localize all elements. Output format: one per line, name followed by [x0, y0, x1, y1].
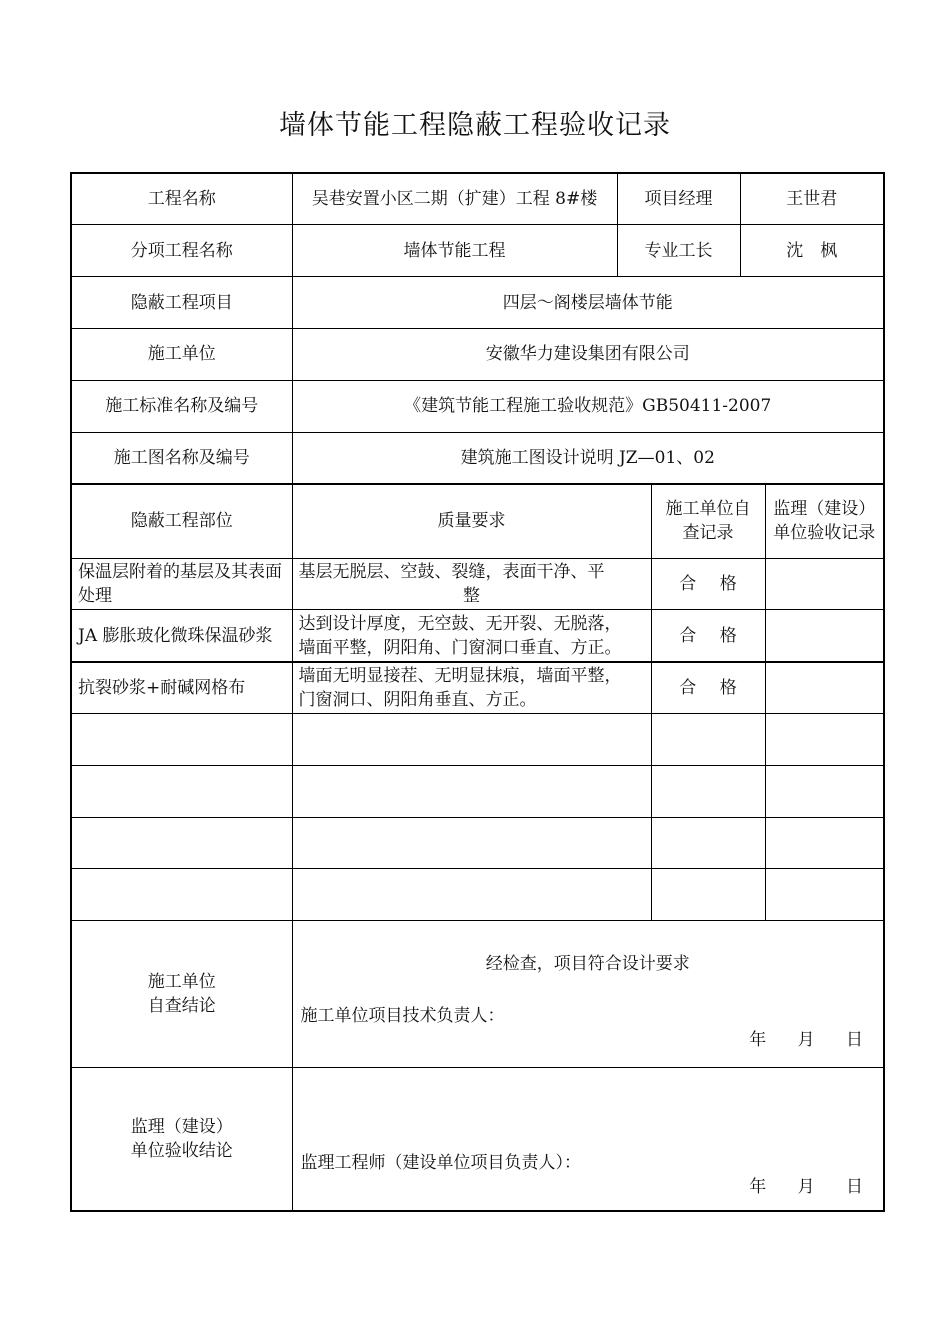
row-result-char: 合 [679, 625, 697, 646]
page-title: 墙体节能工程隐蔽工程验收记录 [279, 110, 671, 141]
self-conclusion-label-line: 自查结论 [147, 995, 216, 1016]
row-self-check [651, 558, 765, 610]
empty-cell [292, 713, 651, 765]
empty-cell [651, 817, 765, 869]
empty-cell [651, 765, 765, 817]
empty-cell [71, 765, 292, 817]
self-conclusion-row [71, 921, 884, 1067]
location-header: 隐蔽工程部位 [71, 484, 292, 558]
hidden-item-label: 隐蔽工程项目 [71, 277, 292, 329]
drawing-label: 施工图名称及编号 [71, 432, 292, 484]
empty-cell [765, 817, 884, 869]
inspection-row [71, 558, 884, 610]
self-conclusion-statement: 经检查，项目符合设计要求 [485, 954, 690, 975]
empty-cell [292, 765, 651, 817]
subproject-label: 分项工程名称 [71, 225, 292, 277]
row-result-char: 格 [719, 677, 737, 698]
project-name-row [71, 173, 884, 225]
empty-cell [651, 713, 765, 765]
project-name-value: 吴巷安置小区二期（扩建）工程 8#楼 [292, 173, 617, 225]
standard-row [71, 380, 884, 432]
drawing-row [71, 432, 884, 484]
inspection-header-row [71, 484, 884, 558]
empty-cell [71, 713, 292, 765]
supervision-conclusion-signer: 监理工程师（建设单位项目负责人）： [300, 1152, 581, 1173]
self-check-header: 施工单位自查记录 [651, 484, 765, 558]
empty-row [71, 765, 884, 817]
row-result-char: 格 [719, 625, 737, 646]
quality-header: 质量要求 [292, 484, 651, 558]
project-name-label: 工程名称 [71, 173, 292, 225]
inspection-row [71, 610, 884, 662]
supervision-conclusion-row [71, 1067, 884, 1211]
empty-row [71, 869, 884, 921]
standard-value: 《建筑节能工程施工验收规范》GB50411-2007 [292, 380, 884, 432]
row-result-char: 格 [719, 573, 737, 594]
empty-row [71, 713, 884, 765]
row-quality-line: 基层无脱层、空鼓、裂缝，表面干净、平 [298, 561, 605, 582]
row-quality-line: 墙面平整，阴阳角、门窗洞口垂直、方正。 [298, 637, 622, 658]
self-conclusion-label [71, 921, 292, 1067]
row-quality-line: 门窗洞口、阴阳角垂直、方正。 [298, 689, 537, 710]
supervision-conclusion-label-line: 单位验收结论 [130, 1140, 233, 1161]
row-supervision [765, 558, 884, 610]
row-supervision [765, 662, 884, 714]
empty-cell [765, 765, 884, 817]
drawing-value: 建筑施工图设计说明 JZ—01、02 [292, 432, 884, 484]
hidden-item-value: 四层～阁楼层墙体节能 [292, 277, 884, 329]
foreman-label: 专业工长 [617, 225, 740, 277]
date-month: 月 [797, 1030, 815, 1051]
subproject-row [71, 225, 884, 277]
date-year: 年 [749, 1176, 767, 1197]
date-day: 日 [846, 1030, 863, 1051]
row-quality-line: 达到设计厚度，无空鼓、无开裂、无脱落， [298, 613, 622, 634]
supervision-conclusion-content [292, 1067, 884, 1211]
row-quality [292, 662, 651, 714]
foreman-value: 沈 枫 [740, 225, 884, 277]
supervision-header: 监理（建设）单位验收记录 [765, 484, 884, 558]
row-location: 抗裂砂浆+耐碱网格布 [71, 662, 292, 714]
self-conclusion-signer: 施工单位项目技术负责人： [300, 1006, 505, 1027]
hidden-item-row [71, 277, 884, 329]
contractor-label: 施工单位 [71, 328, 292, 380]
date-year: 年 [749, 1030, 767, 1051]
row-result-char: 合 [679, 573, 697, 594]
empty-cell [292, 869, 651, 921]
supervision-conclusion-label-line: 监理（建设） [130, 1116, 233, 1137]
inspection-row [71, 662, 884, 714]
empty-cell [651, 869, 765, 921]
contractor-value: 安徽华力建设集团有限公司 [292, 328, 884, 380]
row-quality-line: 整 [463, 585, 480, 606]
empty-cell [765, 713, 884, 765]
row-location: JA 膨胀玻化微珠保温砂浆 [71, 610, 292, 662]
row-self-check [651, 610, 765, 662]
date-day: 日 [846, 1176, 863, 1197]
subproject-value: 墙体节能工程 [292, 225, 617, 277]
row-quality-line: 墙面无明显接茬、无明显抹痕，墙面平整， [298, 665, 622, 686]
contractor-row [71, 328, 884, 380]
supervision-conclusion-date [723, 1175, 863, 1199]
manager-label: 项目经理 [617, 173, 740, 225]
empty-cell [765, 869, 884, 921]
date-month: 月 [797, 1176, 815, 1197]
supervision-conclusion-label [71, 1067, 292, 1211]
standard-label: 施工标准名称及编号 [71, 380, 292, 432]
empty-row [71, 817, 884, 869]
row-result-char: 合 [679, 677, 697, 698]
self-conclusion-label-line: 施工单位 [147, 971, 216, 992]
empty-cell [71, 817, 292, 869]
row-self-check [651, 662, 765, 714]
empty-cell [292, 817, 651, 869]
record-form [70, 172, 885, 1212]
manager-value: 王世君 [740, 173, 884, 225]
row-supervision [765, 610, 884, 662]
row-quality [292, 610, 651, 662]
empty-cell [71, 869, 292, 921]
self-conclusion-content [292, 921, 884, 1067]
row-location: 保温层附着的基层及其表面处理 [71, 558, 292, 610]
self-conclusion-date [723, 1028, 863, 1052]
row-quality [292, 558, 651, 610]
